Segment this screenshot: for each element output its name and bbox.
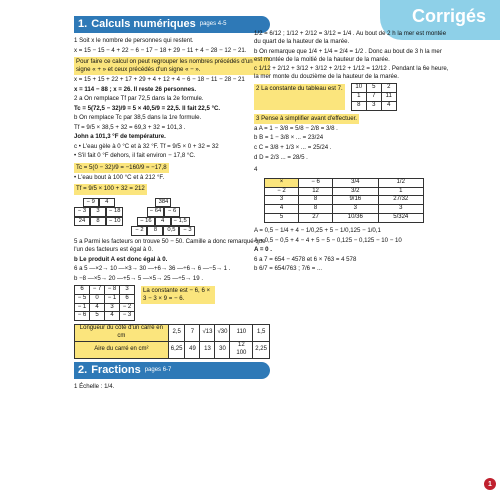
ex1-tip: Pour faire ce calcul on peut regrouper les nombres précédés d'un signe « + » et ceux précédés d'un signe « − ». (74, 57, 270, 75)
pyramids (74, 198, 270, 237)
ex2-line: • L'eau bout à 100 °C et à 212 °F. (74, 173, 165, 181)
table-row: Aire du carré en cm² 6,25 49 13 30 12 100 2,25 (75, 342, 270, 359)
r6-line: A = 0 . (254, 246, 272, 254)
ex1-line: 1 Soit x le nombre de personnes qui restent. (74, 37, 194, 44)
section-2-title: Fractions (91, 364, 141, 377)
table-row: 4 8 3 3 (265, 205, 424, 214)
ex2-line: • S'il fait 0 °F dehors, il fait environ − 17,8 °C. (74, 152, 196, 160)
ex1-result: x = 114 − 88 ; x = 26. Il reste 26 personnes. (74, 85, 197, 93)
r2-block (254, 83, 450, 111)
ex2-line: Tf = 9/5 × 38,5 + 32 = 69,3 + 32 = 101,3 . (74, 123, 186, 131)
r6-line: A = 0,5 − 1/4 + 4 − 1/0,25 + 5 − 1/0,125 − 1/0,1 (254, 227, 381, 235)
ex2-line: John a 101,3 °F de température. (74, 133, 166, 141)
ex1-line: x = 15 + 15 + 22 + 17 + 29 + 4 + 12 + 4 − 6 − 18 − 11 − 28 − 21 (74, 76, 245, 84)
table-row: Longueur du côté d'un carré en cm 2,5 7 √13 √30 110 1,5 (75, 325, 270, 342)
section-1-title: Calculs numériques (91, 18, 196, 31)
r1-line: 1/2 = 6/12 ; 1/12 + 2/12 = 3/12 = 1/4 . Au bout de 2 h la mer est montée du quart de la hauteur de la marée. (254, 30, 447, 46)
r4-label: 4 (254, 165, 258, 173)
r2-magic-grid: 10 5 2 1 7 11 8 3 4 (351, 83, 397, 111)
r3-line: b B = 1 − 3/8 × ... = 23/24 (254, 134, 324, 142)
ex7-constant: La constante est − 6, 6 × 3 − 3 × 9 = − 6. (141, 286, 215, 304)
section-1-header (74, 16, 270, 33)
r3-line: d D = 2/3 ... = 28/5 . (254, 153, 308, 161)
ex5-line: 5 a Parmi les facteurs on trouve 50 − 50. Camille a donc remarqué que l'un des facteurs est égal à 0. (74, 238, 266, 254)
ex5-line: b Le produit A est donc égal à 0. (74, 255, 168, 263)
r7-line: b 6/7 = 654/763 ; 7/6 = ... (254, 265, 323, 273)
ex6-line: 6 a 5 —×2→ 10 —×3→ 30 —+6→ 36 —÷6→ 6 —−5→ 1 . (74, 265, 231, 273)
table-row: × − 6 3/4 1/2 (265, 178, 424, 187)
r6-line: A = 0,5 − 0,5 + 4 − 4 + 5 − 5 − 0,125 − 0,125 − 10 − 10 (254, 236, 402, 244)
r3-line: c C = 3/8 + 1/3 × ... = 25/24 . (254, 144, 332, 151)
r2-label: 2 La constante du tableau est 7. (254, 84, 345, 110)
pyramid-b: 384 − 64 − 6 − 16 4 − 1,5 − 2 8 0,5 − 3 (131, 198, 195, 237)
ex1-line: x = 15 − 15 − 4 + 22 − 6 − 17 − 18 + 29 − 11 + 4 − 28 − 12 − 21. (74, 46, 247, 54)
square-table (74, 324, 270, 359)
pyramid-a: − 9 4 − 3 3 − 18 24 8 − 10 (74, 198, 123, 237)
section-2-header (74, 362, 270, 379)
ex2-line: Tc = 5(72,5 − 32)/9 = 5 × 40,5/9 = 22,5. Il fait 22,5 °C. (74, 104, 221, 112)
ex10-line: 1 Échelle : 1/4. (74, 382, 115, 390)
r1-line: b On remarque que 1/4 + 1/4 = 2/4 = 1/2 . Donc au bout de 3 h la mer est montée de la moitié de la hauteur de la marée. (254, 47, 442, 63)
ex2-formula: Tf = 9/5 × 100 + 32 = 212 (74, 184, 147, 194)
ex2-formula: Tc = 5(0 − 32)/9 = −160/9 ≈ −17,8 (74, 163, 169, 173)
table-row: 5 27 10/36 5/324 (265, 214, 424, 223)
r1-line: c 1/12 + 2/12 + 3/12 + 3/12 + 2/12 + 1/12 = 12/12 . Pendant la 6e heure, la mer monte du douzième de la hauteur de la marée. (254, 65, 449, 81)
ex2-line: c • L'eau gèle à 0 °C et à 32 °F. Tf = 9/5 × 0 + 32 = 32 (74, 142, 219, 150)
r3-tip: 3 Pense à simplifier avant d'effectuer. (254, 114, 359, 124)
ex7-block (74, 285, 270, 322)
section-1-pages: pages 4-5 (199, 20, 227, 27)
ex2-line: 2 a On remplace Tf par 72,5 dans la 2e formule. (74, 95, 204, 103)
r5-multiplication-table (264, 178, 424, 224)
table-row: 3 8 9/16 27/32 (265, 196, 424, 205)
ex6-line: b −8 —×5→ 20 —+5→ 5 —×5→ 25 —÷5→ 19 . (74, 274, 204, 282)
left-column (74, 14, 270, 393)
r3-line: a A = 1 − 3/8 = 5/8 − 2/8 = 3/8 . (254, 124, 338, 132)
ex2-line: b On remplace Tc par 38,5 dans la 1re formule. (74, 114, 202, 122)
r7-line: 6 a 7 = 654 − 4578 et 6 × 763 = 4 578 (254, 255, 357, 263)
table-row: − 2 12 3/2 1 (265, 187, 424, 196)
page-number: 1 (484, 478, 496, 490)
section-1-number: 1. (78, 18, 88, 31)
ex7-grid: 6 − 7 − 8 3 − 5 0 − 1 6 − 1 4 3 − 2 − 6 5 4 − 3 (74, 285, 135, 322)
section-2-pages: pages 6-7 (144, 366, 172, 373)
section-2-number: 2. (78, 364, 88, 377)
corriges-title: Corrigés (411, 6, 486, 26)
right-column (254, 30, 450, 275)
